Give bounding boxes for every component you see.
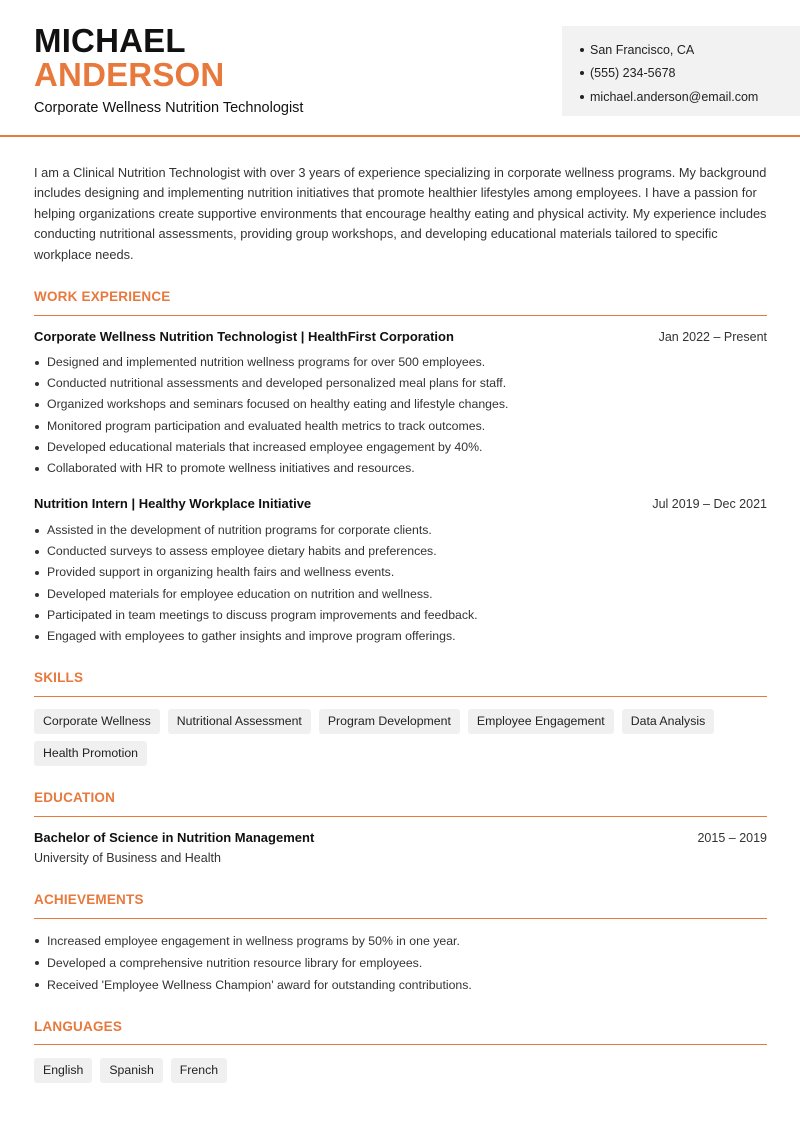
school-name: University of Business and Health (34, 851, 221, 865)
language-tag: Spanish (100, 1058, 162, 1083)
job-bullets (34, 520, 767, 647)
skill-tag: Nutritional Assessment (168, 709, 311, 734)
contact-email[interactable] (580, 85, 800, 109)
skill-tag: Program Development (319, 709, 460, 734)
section-divider (34, 315, 767, 316)
list-item: Collaborated with HR to promote wellness initiatives and resources. (34, 458, 767, 479)
job-title: Corporate Wellness Nutrition Technologist (34, 100, 304, 116)
contact-box (562, 26, 800, 116)
section-divider (34, 1044, 767, 1045)
list-item: Developed educational materials that increased employee engagement by 40%. (34, 437, 767, 458)
list-item: Participated in team meetings to discuss program improvements and feedback. (34, 605, 767, 626)
phone-text: (555) 234-5678 (590, 66, 676, 81)
section-divider (34, 918, 767, 919)
job-dates: Jan 2022 – Present (658, 329, 767, 344)
section-title-languages: LANGUAGES (34, 1019, 123, 1034)
list-item: Received 'Employee Wellness Champion' award for outstanding contributions. (34, 974, 767, 996)
skill-tag: Employee Engagement (468, 709, 614, 734)
list-item: Designed and implemented nutrition wellness programs for over 500 employees. (34, 352, 767, 373)
section-title-work: WORK EXPERIENCE (34, 289, 171, 304)
list-item: Developed materials for employee education on nutrition and wellness. (34, 584, 767, 605)
bullet-icon (580, 48, 584, 52)
job-header (34, 496, 767, 511)
achievement-bullets (34, 930, 767, 996)
bullet-icon (580, 71, 584, 75)
bullet-icon (580, 95, 584, 99)
resume-header (0, 0, 800, 137)
section-title-skills: SKILLS (34, 670, 84, 685)
section-title-education: EDUCATION (34, 790, 116, 805)
first-name: MICHAEL (34, 22, 186, 59)
language-tags (34, 1058, 767, 1083)
skill-tag: Corporate Wellness (34, 709, 160, 734)
job-role: Nutrition Intern | Healthy Workplace Initiative (34, 496, 312, 511)
last-name: ANDERSON (34, 56, 225, 93)
list-item: Monitored program participation and evaluated health metrics to track outcomes. (34, 416, 767, 437)
list-item: Organized workshops and seminars focused on healthy eating and lifestyle changes. (34, 394, 767, 415)
location-text: San Francisco, CA (590, 42, 695, 57)
language-tag: French (171, 1058, 227, 1083)
job-bullets (34, 352, 767, 479)
degree: Bachelor of Science in Nutrition Management (34, 830, 315, 845)
skills-tags (34, 709, 767, 766)
list-item: Conducted surveys to assess employee dietary habits and preferences. (34, 541, 767, 562)
list-item: Provided support in organizing health fairs and wellness events. (34, 562, 767, 583)
list-item: Assisted in the development of nutrition programs for corporate clients. (34, 520, 767, 541)
list-item: Conducted nutritional assessments and developed personalized meal plans for staff. (34, 373, 767, 394)
list-item: Engaged with employees to gather insights and improve program offerings. (34, 626, 767, 647)
section-divider (34, 696, 767, 697)
education-dates: 2015 – 2019 (697, 830, 767, 845)
job-role: Corporate Wellness Nutrition Technologist | HealthFirst Corporation (34, 329, 454, 344)
summary-paragraph: I am a Clinical Nutrition Technologist with over 3 years of experience specializing in corporate wellness programs. My background includes designing and implementing nutrition initiatives that promote healthier lifestyles among employees. I have a passion for helping organizations create supportive environments that encourage healthy eating and physical activity. My experience includes conducting nutritional assessments, providing group workshops, and developing educational materials tailored to specific workplace needs. (34, 165, 767, 262)
language-tag: English (34, 1058, 92, 1083)
education-header (34, 830, 767, 845)
job-dates: Jul 2019 – Dec 2021 (652, 496, 767, 511)
skill-tag: Health Promotion (34, 741, 147, 766)
section-title-achievements: ACHIEVEMENTS (34, 892, 144, 907)
list-item: Increased employee engagement in wellness programs by 50% in one year. (34, 930, 767, 952)
job-header (34, 329, 767, 344)
email-link[interactable]: michael.anderson@email.com (590, 89, 759, 104)
contact-phone (580, 62, 800, 86)
list-item: Developed a comprehensive nutrition resource library for employees. (34, 952, 767, 974)
skill-tag: Data Analysis (622, 709, 715, 734)
section-divider (34, 816, 767, 817)
contact-location (580, 38, 800, 62)
